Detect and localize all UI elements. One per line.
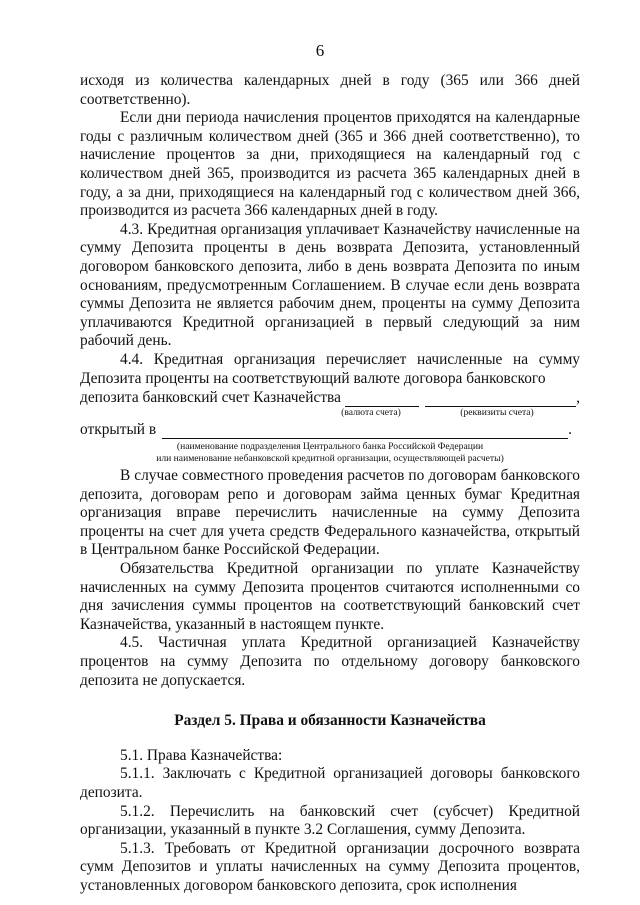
- page-number: 6: [315, 41, 325, 60]
- paragraph-4-5: 4.5. Частичная уплата Кредитной организацией Казначейству процентов на сумму Депозита по отдельному договору банковского депозита не допускается.: [80, 634, 580, 689]
- bank-name-note-2: или наименование небанковской кредитной организации, осуществляющей расчеты): [156, 453, 504, 465]
- paragraph-4-3: 4.3. Кредитная организация уплачивает Казначейству начисленные на сумму Депозита проценты в день возврата Депозита, установленный договором банковского депозита, либо в день возврата Депозита по иным основаниям, предусмотренным Соглашением. В случае если день возврата суммы Депозита не является рабочим днем, проценты на сумму Депозита уплачиваются Кредитной организацией в первый следующий за ним рабочий день.: [80, 220, 580, 350]
- section-title: Раздел 5. Права и обязанности Казначейства: [174, 712, 486, 730]
- account-line-text: депозита банковский счет Казначейства: [80, 388, 341, 406]
- paragraph: Если дни периода начисления процентов приходятся на календарные годы с различным количеством дней (365 и 366 дней соответственно), то начисление процентов за дни, приходящиеся на календарный год с количеством дней 365, производится из расчета 365 календарных дней в году, а за дни, приходящиеся на календарный год с количеством дней 366, производится из расчета 366 календарных дней в году.: [80, 109, 580, 220]
- paragraph: исходя из количества календарных дней в году (365 или 366 дней соответственно).: [80, 72, 580, 108]
- section-item: 5.1.1. Заключать с Кредитной организацией договоры банковского депозита.: [80, 765, 580, 801]
- bank-name-blank[interactable]: [162, 424, 568, 439]
- paragraph: В случае совместного проведения расчетов по договорам банковского депозита, договорам репо и договорам займа ценных бумаг Кредитная организация вправе перечислить начисленные на сумму Депозита проценты на счет для учета средств Федерального казначейства, открытый в Центральном банке Российской Федерации.: [80, 467, 580, 559]
- currency-blank[interactable]: [345, 392, 419, 407]
- section-item: 5.1.3. Требовать от Кредитной организации досрочного возврата сумм Депозитов и уплаты начисленных на сумму Депозита процентов, установленных договором банковского депозита, срок исполнения: [80, 839, 580, 894]
- opened-line-period: .: [568, 420, 573, 438]
- account-line: [80, 388, 580, 407]
- account-line-comma: ,: [576, 388, 580, 406]
- requisites-blank[interactable]: [425, 392, 576, 407]
- section-item: 5.1.2. Перечислить на банковский счет (субсчет) Кредитной организации, указанный в пункте 3.2 Соглашения, сумму Депозита.: [80, 802, 580, 839]
- paragraph-4-4: 4.4. Кредитная организация перечисляет начисленные на сумму Депозита проценты на соответствующий валюте договора банковского: [80, 350, 580, 387]
- opened-label: открытый в: [80, 420, 157, 438]
- currency-caption: (валюта счета): [341, 407, 401, 419]
- opened-at-line: [80, 420, 580, 439]
- requisites-caption: (реквизиты счета): [460, 407, 534, 419]
- document-body: [80, 72, 580, 896]
- bank-name-note-1: (наименование подразделения Центрального банка Российской Федерации: [176, 441, 484, 453]
- account-captions: [80, 407, 580, 420]
- paragraph: Обязательства Кредитной организации по уплате Казначейству начисленных на сумму Депозита процентов считаются исполненными со дня зачисления суммы процентов на соответствующий банковский счет Казначейства, указанный в настоящем пункте.: [80, 560, 580, 633]
- section-item: 5.1. Права Казначейства:: [120, 746, 283, 764]
